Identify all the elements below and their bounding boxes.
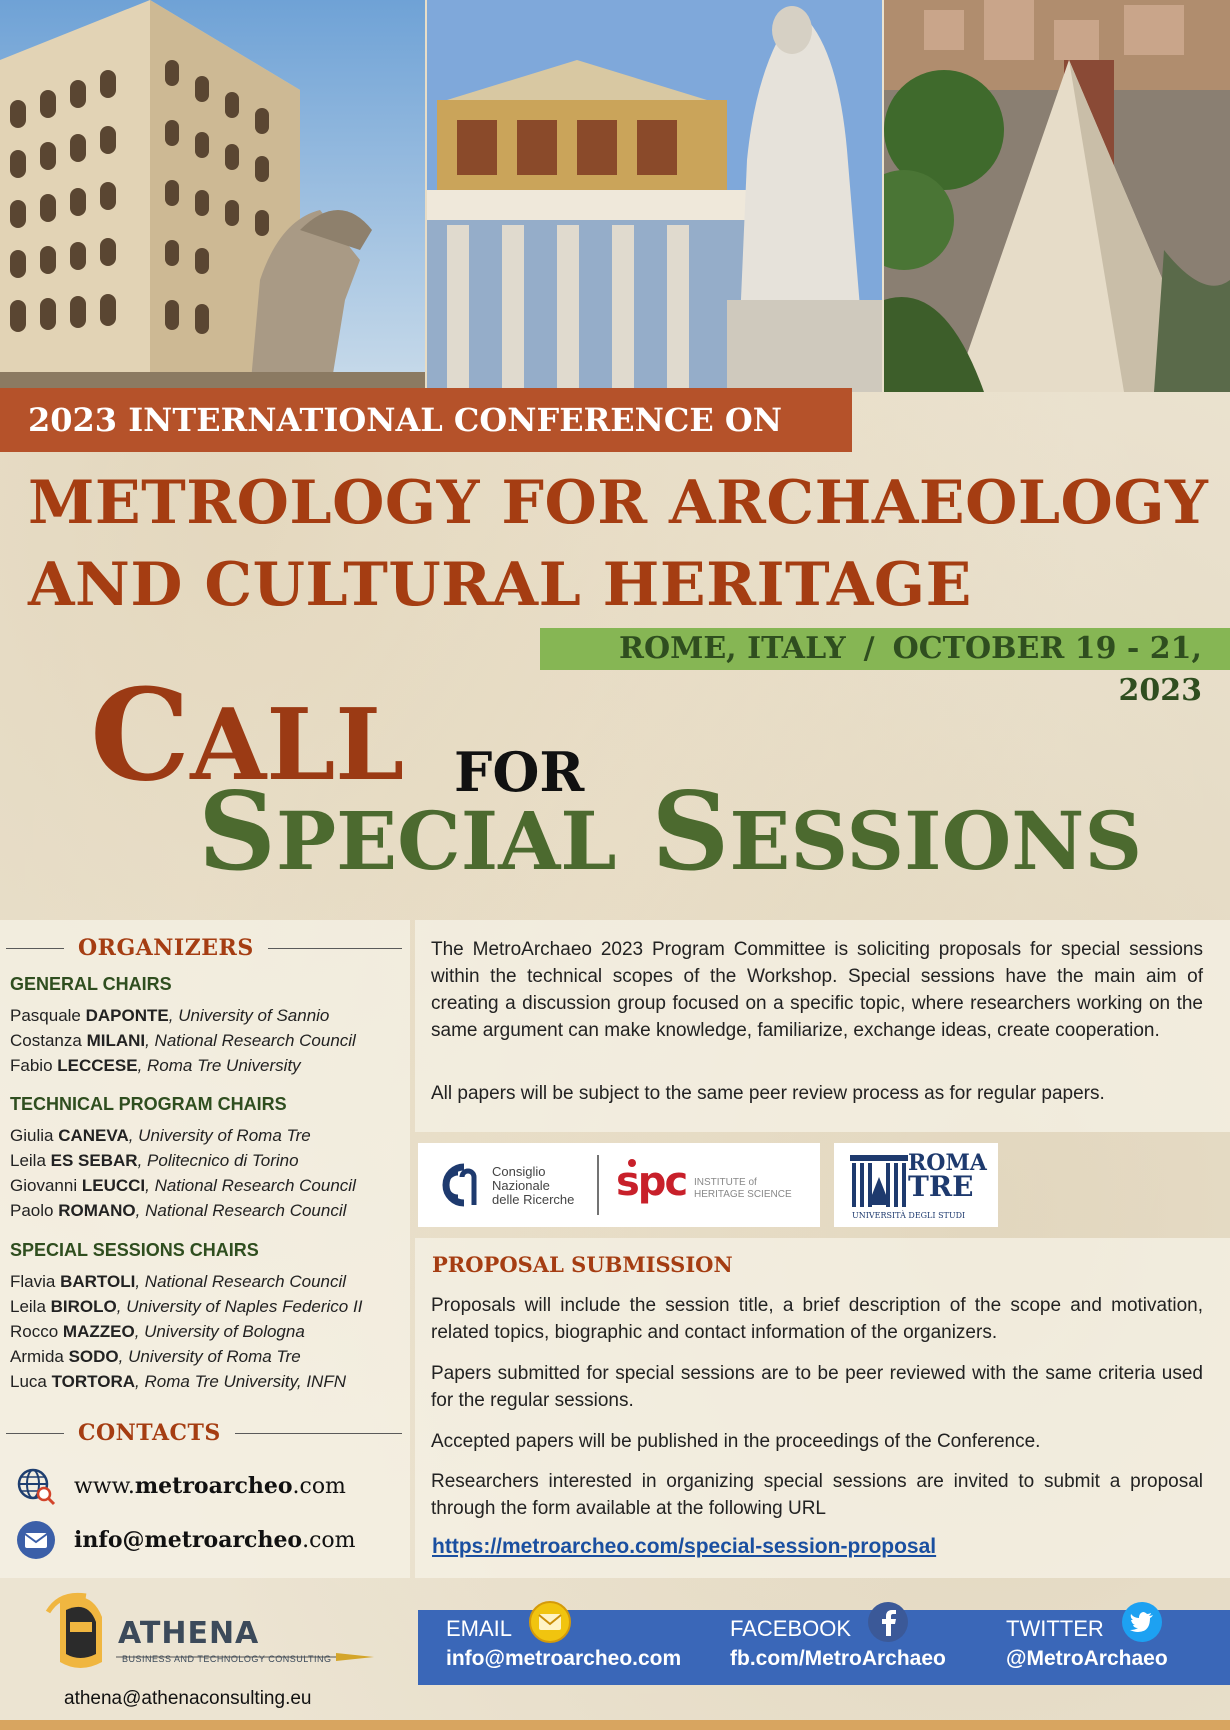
person-leccese: Fabio LECCESE, Roma Tre University [10, 1056, 301, 1075]
person-tortora: Luca TORTORA, Roma Tre University, INFN [10, 1372, 346, 1391]
organizers-heading-text: ORGANIZERS [78, 935, 254, 961]
envelope-icon [16, 1520, 56, 1560]
cnr-ispc-logo [418, 1143, 820, 1227]
proposal-paragraph-4: Researchers interested in organizing special sessions are invited to submit a proposal through the form available at the following URL [431, 1471, 1203, 1519]
ispc-mark: spc [616, 1159, 687, 1205]
athena-name: ATHENA [118, 1616, 260, 1651]
organizers-heading [0, 933, 408, 963]
website-text[interactable]: www.metroarcheo.com [74, 1473, 346, 1499]
sessions-rest: ESSIONS [729, 794, 1143, 888]
person-leucci: Giovanni LEUCCI, National Research Council [10, 1176, 356, 1195]
contacts-heading-text: CONTACTS [78, 1420, 221, 1446]
person-sodo: Armida SODO, University of Roma Tre [10, 1347, 301, 1366]
athena-logo [40, 1592, 370, 1722]
roma-text: ROMA [908, 1150, 987, 1176]
technical-program-chairs-title: TECHNICAL PROGRAM CHAIRS [10, 1094, 287, 1114]
special-sessions-heading [198, 769, 1143, 901]
email-text[interactable]: info@metroarcheo.com [74, 1527, 356, 1553]
title-line-2: AND CULTURAL HERITAGE [28, 550, 972, 620]
special-rest: PECIAL [276, 794, 617, 888]
person-milani: Costanza MILANI, National Research Council [10, 1031, 356, 1050]
facebook-value[interactable]: fb.com/MetroArchaeo [730, 1647, 946, 1670]
website-contact[interactable] [16, 1466, 346, 1506]
venue-dates: OCTOBER 19 - 21, 2023 [892, 631, 1202, 708]
tre-text: TRE [908, 1170, 974, 1203]
roma-tre-logo [834, 1143, 998, 1227]
intro-paragraph-2: All papers will be subject to the same peer review process as for regular papers. [431, 1083, 1105, 1104]
email-social-value[interactable]: info@metroarcheo.com [446, 1647, 682, 1670]
ispc-text-2: HERITAGE SCIENCE [694, 1189, 792, 1200]
person-birolo: Leila BIROLO, University of Naples Federico II [10, 1297, 363, 1316]
call-rest: ALL [190, 688, 405, 803]
proposal-paragraph-3: Accepted papers will be published in the proceedings of the Conference. [431, 1431, 1041, 1452]
title-line-1: METROLOGY FOR ARCHAEOLOGY [28, 468, 1209, 538]
athena-helmet-icon [40, 1592, 120, 1682]
globe-search-icon [16, 1466, 56, 1506]
person-romano: Paolo ROMANO, National Research Council [10, 1201, 347, 1220]
cnr-text-3: delle Ricerche [492, 1192, 575, 1207]
cnr-text-1: Consiglio [492, 1164, 546, 1179]
palazzo-civilta-photo [0, 0, 425, 392]
twitter-value[interactable]: @MetroArchaeo [1006, 1647, 1168, 1670]
general-chairs-title: GENERAL CHAIRS [10, 974, 172, 994]
contacts-heading [0, 1418, 408, 1448]
venue-date-band [540, 628, 1230, 708]
person-mazzeo: Rocco MAZZEO, University of Bologna [10, 1322, 305, 1341]
facebook-label: FACEBOOK [730, 1616, 852, 1641]
twitter-label: TWITTER [1006, 1616, 1104, 1641]
person-caneva: Giulia CANEVA, University of Roma Tre [10, 1126, 311, 1145]
intro-paragraph-1: The MetroArchaeo 2023 Program Committee is soliciting proposals for special sessions within the technical scopes of the Workshop. Special sessions have the main aim of creating a discussion group focused on a specific topic, where researchers working on the same argument can make knowledge, familiarize, exchange ideas, create cooperation. [431, 939, 1203, 1041]
twitter-social[interactable] [1006, 1614, 1168, 1674]
person-es-sebar: Leila ES SEBAR, Politecnico di Torino [10, 1151, 299, 1170]
proposal-submission-heading: PROPOSAL SUBMISSION [432, 1252, 733, 1277]
for-word: FOR [454, 740, 585, 804]
facebook-social[interactable] [730, 1614, 946, 1674]
basilica-photo [427, 0, 882, 392]
email-social-label: EMAIL [446, 1616, 513, 1641]
conference-banner: 2023 INTERNATIONAL CONFERENCE ON [0, 388, 852, 452]
email-social[interactable] [446, 1614, 681, 1674]
universita-text: UNIVERSITÀ DEGLI STUDI [852, 1211, 966, 1220]
email-contact[interactable] [16, 1520, 356, 1560]
athena-email[interactable]: athena@athenaconsulting.eu [64, 1688, 312, 1709]
call-first-letter: C [90, 661, 191, 809]
proposal-url-link[interactable]: https://metroarcheo.com/special-session-proposal [432, 1535, 937, 1558]
cnr-text-2: Nazionale [492, 1178, 550, 1193]
special-sessions-chairs-title: SPECIAL SESSIONS CHAIRS [10, 1240, 259, 1260]
ispc-text-1: INSTITUTE of [694, 1177, 757, 1188]
person-bartoli: Flavia BARTOLI, National Research Council [10, 1272, 347, 1291]
pyramid-photo [884, 0, 1230, 392]
proposal-paragraph-1: Proposals will include the session title, a brief description of the scope and motivation, related topics, biographic and contact information of the organizers. [431, 1295, 1203, 1343]
person-daponte: Pasquale DAPONTE, University of Sannio [10, 1006, 330, 1025]
proposal-paragraph-2: Papers submitted for special sessions are to be peer reviewed with the same criteria used for the regular sessions. [431, 1363, 1203, 1411]
conference-title [28, 462, 1218, 626]
sessions-first-letter: S [651, 769, 730, 895]
venue-separator: / [863, 631, 875, 666]
header-photo-strip [0, 0, 1230, 392]
venue-location: ROME, ITALY [619, 631, 846, 666]
athena-tagline: BUSINESS AND TECHNOLOGY CONSULTING [122, 1654, 332, 1664]
special-first-letter: S [198, 769, 276, 895]
bottom-rule [0, 1720, 1230, 1730]
